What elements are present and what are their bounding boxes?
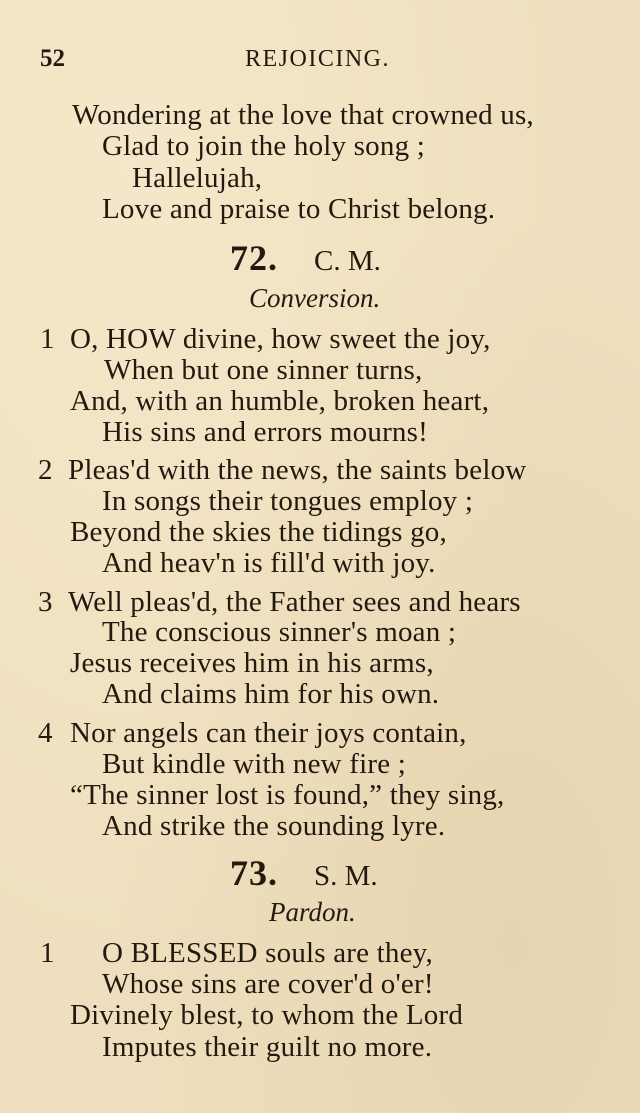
hymn-number: 72. — [230, 238, 278, 278]
verse-line: Well pleas'd, the Father sees and hears — [68, 586, 521, 618]
hymn-meter: C. M. — [314, 245, 381, 277]
hymn-title: Conversion. — [249, 283, 381, 313]
verse-line: Pleas'd with the news, the saints below — [68, 454, 527, 486]
continuation-line: Wondering at the love that crowned us, — [72, 99, 534, 131]
hymn-number: 73. — [230, 853, 278, 893]
verse-line: His sins and errors mourns! — [102, 416, 428, 448]
verse-line: In songs their tongues employ ; — [102, 485, 474, 517]
stanza-number: 2 — [38, 454, 53, 486]
running-title: REJOICING. — [245, 46, 390, 72]
verse-line: And, with an humble, broken heart, — [70, 385, 490, 417]
verse-line: Divinely blest, to whom the Lord — [70, 999, 464, 1031]
page-number: 52 — [40, 45, 65, 72]
verse-line: Beyond the skies the tidings go, — [70, 516, 447, 548]
hymn-heading — [230, 238, 381, 286]
verse-line: And claims him for his own. — [102, 678, 440, 710]
verse-line: The conscious sinner's moan ; — [102, 616, 457, 648]
stanza-number: 3 — [38, 586, 53, 618]
verse-line: Nor angels can their joys contain, — [70, 717, 467, 749]
stanza-number: 1 — [40, 323, 55, 355]
continuation-line: Love and praise to Christ belong. — [102, 193, 496, 225]
hymn-title: Pardon. — [269, 897, 356, 927]
verse-line: O BLESSED souls are they, — [102, 937, 433, 969]
verse-line: Whose sins are cover'd o'er! — [102, 968, 434, 1000]
verse-line: Imputes their guilt no more. — [102, 1031, 433, 1063]
stanza-number: 1 — [40, 937, 55, 969]
hymn-heading — [230, 853, 378, 901]
verse-line: But kindle with new fire ; — [102, 748, 407, 780]
stanza-number: 4 — [38, 717, 53, 749]
hymn-meter: S. M. — [314, 860, 378, 892]
verse-line: And strike the sounding lyre. — [102, 810, 446, 842]
verse-line: O, HOW divine, how sweet the joy, — [70, 323, 491, 355]
verse-line: Jesus receives him in his arms, — [70, 647, 434, 679]
verse-line: “The sinner lost is found,” they sing, — [70, 779, 505, 811]
continuation-line: Glad to join the holy song ; — [102, 130, 425, 162]
verse-line: When but one sinner turns, — [104, 354, 423, 386]
verse-line: And heav'n is fill'd with joy. — [102, 547, 436, 579]
continuation-line: Hallelujah, — [132, 162, 263, 194]
